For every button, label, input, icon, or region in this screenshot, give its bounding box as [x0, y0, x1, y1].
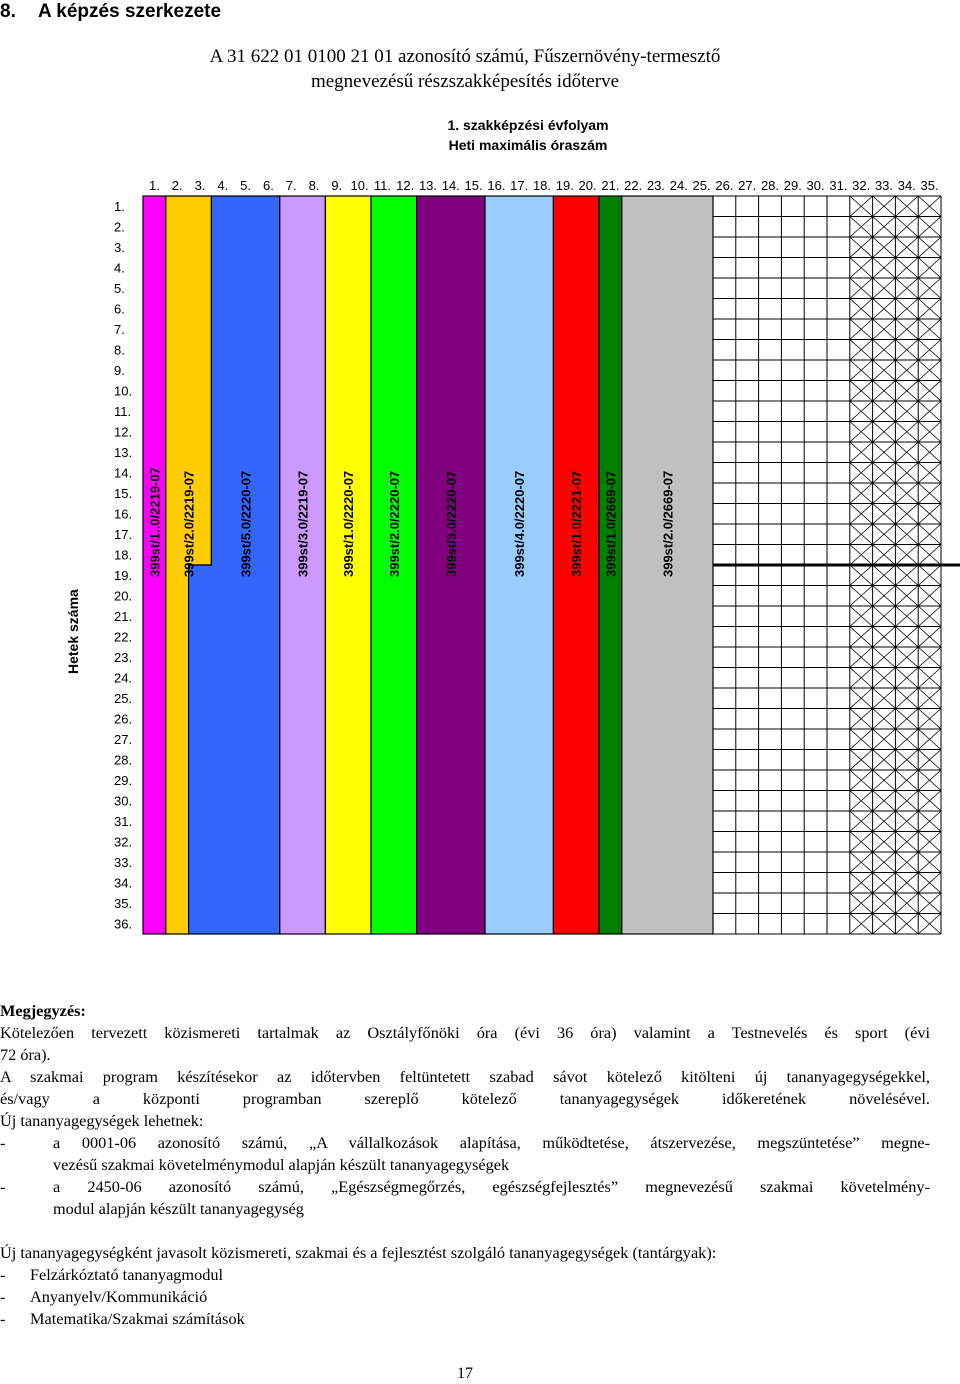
- list-item-text: Matematika/Szakmai számítások: [30, 1309, 245, 1328]
- week-label: 27.: [114, 732, 133, 747]
- hour-label: 14.: [441, 178, 460, 193]
- dash-marker: -: [0, 1177, 6, 1196]
- chart-title: 1. szakképzési évfolyam: [447, 117, 609, 133]
- week-label: 18.: [114, 547, 133, 563]
- week-label: 15.: [114, 486, 133, 501]
- week-label: 32.: [114, 834, 133, 850]
- hour-label: 20.: [578, 178, 597, 193]
- week-label: 35.: [114, 896, 133, 911]
- week-label: 23.: [114, 650, 133, 665]
- section-title: A képzés szerkezete: [38, 1, 222, 22]
- band-label: 399st/1.0/2220-07: [341, 470, 357, 577]
- week-label: 33.: [114, 855, 133, 870]
- note-p1-line1: Kötelezően tervezett közismereti tartalmak az Osztályfőnöki óra (évi 36 óra) valamint a Testnevelés és sport (évi: [0, 1023, 930, 1042]
- hour-label: 16.: [487, 178, 506, 193]
- bullet-2-line2: [0, 1198, 930, 1220]
- section-number: 8.: [0, 1, 16, 22]
- week-label: 36.: [114, 916, 133, 932]
- hour-label: 7.: [285, 178, 297, 193]
- week-label: 14.: [114, 465, 133, 481]
- week-label: 17.: [114, 527, 133, 542]
- bullet-1-text-2: vezésű szakmai követelménymodul alapján készült tananyagegységek: [53, 1155, 510, 1174]
- bullet-2-text-1: a 2450-06 azonosító számú, „Egészségmegőrzés, egészségfejlesztés” megnevezésű szakmai követelmény-: [53, 1177, 930, 1196]
- hour-label: 21.: [601, 178, 620, 193]
- y-axis-label: Hetek száma: [65, 589, 81, 674]
- dash-marker: -: [0, 1309, 6, 1328]
- band-label: 399st/4.0/2220-07: [512, 470, 528, 577]
- hour-label: 1.: [148, 178, 160, 193]
- hour-label: 32.: [852, 178, 871, 193]
- hour-label: 19.: [555, 178, 574, 193]
- dash-marker: -: [0, 1265, 6, 1284]
- band-label: 399st/2.0/2219-07: [181, 470, 197, 577]
- list-item-text: Anyanyelv/Kommunikáció: [30, 1287, 208, 1306]
- list-item: [0, 1308, 930, 1330]
- band-label: 399st/1..0/2219-07: [147, 467, 163, 577]
- week-label: 8.: [114, 342, 125, 358]
- week-label: 26.: [114, 711, 133, 727]
- hour-label: 24.: [669, 178, 688, 193]
- hour-label: 26.: [715, 178, 734, 193]
- week-label: 9.: [114, 363, 125, 378]
- week-label: 31.: [114, 814, 133, 829]
- week-label: 29.: [114, 773, 133, 788]
- hour-label: 28.: [760, 178, 780, 193]
- hour-label: 15.: [464, 178, 483, 193]
- hour-label: 13.: [418, 178, 438, 193]
- bullet-1-line2: [0, 1154, 930, 1176]
- hour-label: 11.: [373, 178, 391, 193]
- band-label: 399st/3.0/2220-07: [443, 470, 459, 577]
- hour-label: 31.: [829, 178, 848, 193]
- hour-label: 23.: [646, 178, 666, 193]
- band-label: 399st/2.0/2669-07: [660, 470, 676, 577]
- band-label: 399st/1.0/2221-07: [569, 470, 585, 577]
- hour-label: 22.: [624, 178, 643, 193]
- list-item: [0, 1264, 930, 1286]
- hour-label: 27.: [738, 178, 757, 193]
- hour-label: 35.: [920, 178, 939, 193]
- hour-label: 18.: [532, 178, 552, 193]
- band-label: 399st/1.0/2669-07: [603, 470, 619, 577]
- week-label: 13.: [114, 445, 133, 460]
- bullet-1-text-1: a 0001-06 azonosító számú, „A vállalkozások alapítása, működtetése, átszervezése, megszüntetése” megne-: [53, 1133, 930, 1152]
- note-p1-line2: 72 óra).: [0, 1045, 51, 1064]
- list-item-text: Felzárkóztató tananyagmodul: [30, 1265, 224, 1284]
- hour-label: 10.: [350, 178, 369, 193]
- band-label: 399st/2.0/2220-07: [386, 470, 402, 577]
- week-label: 28.: [114, 752, 133, 768]
- dash-marker: -: [0, 1133, 6, 1152]
- hour-label: 3.: [194, 178, 206, 193]
- chart-subtitle: Heti maximális óraszám: [448, 137, 608, 153]
- week-label: 24.: [114, 670, 133, 686]
- week-label: 2.: [114, 219, 125, 235]
- document-title-line-2: megnevezésű részszakképesítés időterve: [310, 71, 620, 92]
- week-label: 30.: [114, 793, 133, 809]
- note-p3: Új tananyagegységek lehetnek:: [0, 1111, 204, 1130]
- document-title-line-1: A 31 622 01 0100 21 01 azonosító számú, Fűszernövény-termesztő: [209, 46, 721, 67]
- schedule-chart: [0, 108, 960, 948]
- hour-label: 12.: [396, 178, 415, 193]
- hour-label: 9.: [331, 178, 343, 193]
- hour-label: 34.: [897, 178, 916, 193]
- bullet-2-line1: [0, 1176, 930, 1198]
- hour-label: 29.: [783, 178, 802, 193]
- section-heading: [0, 0, 520, 26]
- week-label: 22.: [114, 629, 133, 645]
- page-number: 17: [457, 1365, 473, 1382]
- notes-heading: Megjegyzés:: [0, 1001, 86, 1020]
- week-label: 34.: [114, 875, 133, 891]
- hour-label: 6.: [262, 178, 274, 193]
- week-label: 20.: [114, 588, 133, 604]
- week-label: 21.: [114, 609, 133, 624]
- week-label: 11.: [114, 404, 132, 419]
- week-label: 6.: [114, 301, 125, 317]
- list-item: [0, 1286, 930, 1308]
- hour-label: 2.: [171, 178, 183, 193]
- hour-label: 17.: [510, 178, 529, 193]
- week-label: 25.: [114, 691, 133, 706]
- week-label: 19.: [114, 568, 133, 583]
- hour-label: 25.: [692, 178, 711, 193]
- week-label: 7.: [114, 322, 125, 337]
- hour-label: 5.: [240, 178, 252, 193]
- week-label: 5.: [114, 281, 125, 296]
- band-label: 399st/3.0/2219-07: [295, 470, 311, 577]
- week-label: 10.: [114, 383, 133, 399]
- band-label: 399st/5.0/2220-07: [238, 470, 254, 577]
- notes-section: [0, 1000, 930, 1330]
- note-p2-line2: és/vagy a központi programban szereplő kötelező tananyagegységek időkeretének növelésével.: [0, 1089, 930, 1108]
- week-label: 4.: [114, 260, 125, 276]
- bullet-2-text-2: modul alapján készült tananyagegység: [53, 1199, 304, 1218]
- week-label: 12.: [114, 424, 133, 440]
- week-label: 3.: [114, 240, 125, 255]
- week-label: 16.: [114, 506, 133, 522]
- hour-label: 8.: [308, 178, 320, 193]
- note-p2-line1: A szakmai program készítésekor az időtervben feltüntetett szabad sávot kötelező kitölteni új tananyagegységekkel,: [0, 1067, 930, 1086]
- note-p4: Új tananyagegységként javasolt közismereti, szakmai és a fejlesztést szolgáló tananyagegységek (tantárgyak):: [0, 1243, 717, 1262]
- hour-label: 30.: [806, 178, 825, 193]
- dash-marker: -: [0, 1287, 6, 1306]
- hour-label: 33.: [874, 178, 894, 193]
- week-label: 1.: [114, 199, 125, 214]
- bullet-1-line1: [0, 1132, 930, 1154]
- hour-label: 4.: [217, 178, 229, 193]
